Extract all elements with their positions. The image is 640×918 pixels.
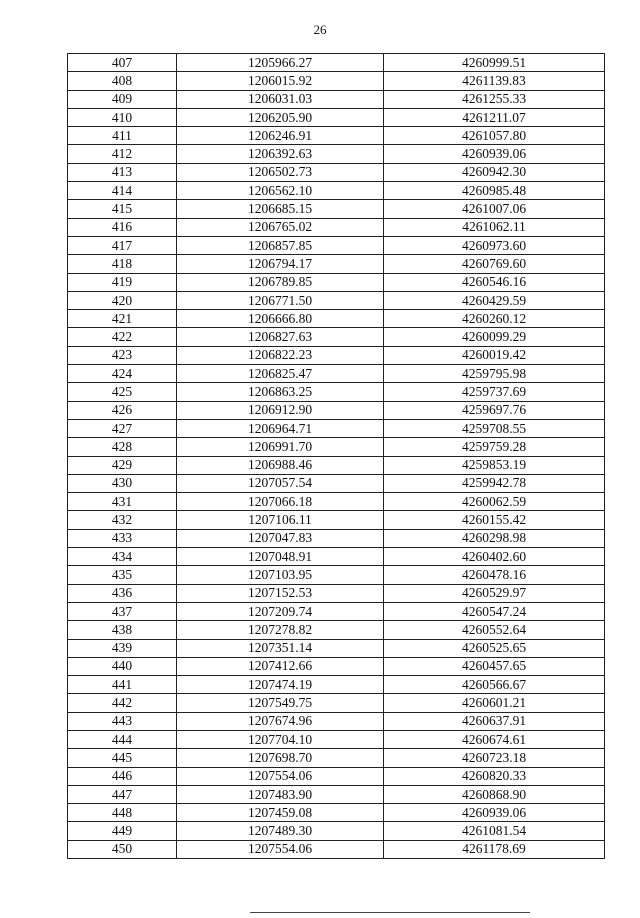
x-coordinate-cell: 1206789.85 <box>177 273 384 291</box>
table-row <box>68 255 605 273</box>
point-number-cell: 433 <box>68 529 177 547</box>
bottom-divider <box>250 912 530 913</box>
table-row <box>68 529 605 547</box>
point-number-cell: 421 <box>68 310 177 328</box>
x-coordinate-cell: 1207474.19 <box>177 676 384 694</box>
point-number-cell: 434 <box>68 548 177 566</box>
x-coordinate-cell: 1206794.17 <box>177 255 384 273</box>
point-number-cell: 443 <box>68 712 177 730</box>
table-row <box>68 72 605 90</box>
point-number-cell: 422 <box>68 328 177 346</box>
table-row <box>68 365 605 383</box>
table-row <box>68 493 605 511</box>
table-row <box>68 401 605 419</box>
point-number-cell: 415 <box>68 200 177 218</box>
point-number-cell: 417 <box>68 236 177 254</box>
y-coordinate-cell: 4260529.97 <box>384 584 605 602</box>
point-number-cell: 447 <box>68 785 177 803</box>
point-number-cell: 412 <box>68 145 177 163</box>
x-coordinate-cell: 1206964.71 <box>177 419 384 437</box>
table-row <box>68 291 605 309</box>
point-number-cell: 411 <box>68 127 177 145</box>
y-coordinate-cell: 4261007.06 <box>384 200 605 218</box>
y-coordinate-cell: 4260298.98 <box>384 529 605 547</box>
y-coordinate-cell: 4260155.42 <box>384 511 605 529</box>
x-coordinate-cell: 1207351.14 <box>177 639 384 657</box>
table-row <box>68 236 605 254</box>
point-number-cell: 429 <box>68 456 177 474</box>
table-row <box>68 419 605 437</box>
y-coordinate-cell: 4260019.42 <box>384 346 605 364</box>
table-row <box>68 621 605 639</box>
point-number-cell: 427 <box>68 419 177 437</box>
x-coordinate-cell: 1206392.63 <box>177 145 384 163</box>
y-coordinate-cell: 4260674.61 <box>384 730 605 748</box>
y-coordinate-cell: 4260478.16 <box>384 566 605 584</box>
y-coordinate-cell: 4260939.06 <box>384 804 605 822</box>
table-row <box>68 218 605 236</box>
point-number-cell: 409 <box>68 90 177 108</box>
table-row <box>68 108 605 126</box>
y-coordinate-cell: 4259697.76 <box>384 401 605 419</box>
x-coordinate-cell: 1206822.23 <box>177 346 384 364</box>
table-row <box>68 90 605 108</box>
point-number-cell: 424 <box>68 365 177 383</box>
table-row <box>68 749 605 767</box>
table-row <box>68 145 605 163</box>
table-row <box>68 730 605 748</box>
point-number-cell: 416 <box>68 218 177 236</box>
y-coordinate-cell: 4260552.64 <box>384 621 605 639</box>
table-row <box>68 712 605 730</box>
table-row <box>68 200 605 218</box>
table-row <box>68 273 605 291</box>
y-coordinate-cell: 4259853.19 <box>384 456 605 474</box>
y-coordinate-cell: 4260820.33 <box>384 767 605 785</box>
x-coordinate-cell: 1206666.80 <box>177 310 384 328</box>
table-row <box>68 182 605 200</box>
x-coordinate-cell: 1206765.02 <box>177 218 384 236</box>
y-coordinate-cell: 4259737.69 <box>384 383 605 401</box>
y-coordinate-cell: 4260099.29 <box>384 328 605 346</box>
x-coordinate-cell: 1207278.82 <box>177 621 384 639</box>
x-coordinate-cell: 1207103.95 <box>177 566 384 584</box>
point-number-cell: 413 <box>68 163 177 181</box>
table-row <box>68 456 605 474</box>
x-coordinate-cell: 1206685.15 <box>177 200 384 218</box>
x-coordinate-cell: 1206857.85 <box>177 236 384 254</box>
point-number-cell: 414 <box>68 182 177 200</box>
table-row <box>68 54 605 72</box>
table-row <box>68 328 605 346</box>
x-coordinate-cell: 1207704.10 <box>177 730 384 748</box>
y-coordinate-cell: 4261211.07 <box>384 108 605 126</box>
point-number-cell: 448 <box>68 804 177 822</box>
point-number-cell: 408 <box>68 72 177 90</box>
y-coordinate-cell: 4260547.24 <box>384 602 605 620</box>
point-number-cell: 423 <box>68 346 177 364</box>
x-coordinate-cell: 1206912.90 <box>177 401 384 419</box>
table-row <box>68 584 605 602</box>
y-coordinate-cell: 4260402.60 <box>384 548 605 566</box>
x-coordinate-cell: 1207152.53 <box>177 584 384 602</box>
point-number-cell: 441 <box>68 676 177 694</box>
y-coordinate-cell: 4261139.83 <box>384 72 605 90</box>
x-coordinate-cell: 1207047.83 <box>177 529 384 547</box>
page-number: 26 <box>313 22 327 37</box>
y-coordinate-cell: 4260566.67 <box>384 676 605 694</box>
x-coordinate-cell: 1206205.90 <box>177 108 384 126</box>
y-coordinate-cell: 4260525.65 <box>384 639 605 657</box>
x-coordinate-cell: 1206988.46 <box>177 456 384 474</box>
table-row <box>68 822 605 840</box>
table-row <box>68 676 605 694</box>
table-row <box>68 310 605 328</box>
y-coordinate-cell: 4259942.78 <box>384 474 605 492</box>
table-row <box>68 163 605 181</box>
y-coordinate-cell: 4260637.91 <box>384 712 605 730</box>
x-coordinate-cell: 1206015.92 <box>177 72 384 90</box>
x-coordinate-cell: 1206562.10 <box>177 182 384 200</box>
point-number-cell: 436 <box>68 584 177 602</box>
table-row <box>68 785 605 803</box>
table-row <box>68 602 605 620</box>
y-coordinate-cell: 4261057.80 <box>384 127 605 145</box>
table-row <box>68 346 605 364</box>
table-row <box>68 657 605 675</box>
point-number-cell: 419 <box>68 273 177 291</box>
point-number-cell: 428 <box>68 438 177 456</box>
y-coordinate-cell: 4259795.98 <box>384 365 605 383</box>
point-number-cell: 420 <box>68 291 177 309</box>
x-coordinate-cell: 1206246.91 <box>177 127 384 145</box>
y-coordinate-cell: 4260985.48 <box>384 182 605 200</box>
y-coordinate-cell: 4260546.16 <box>384 273 605 291</box>
x-coordinate-cell: 1206031.03 <box>177 90 384 108</box>
y-coordinate-cell: 4260769.60 <box>384 255 605 273</box>
y-coordinate-cell: 4259708.55 <box>384 419 605 437</box>
x-coordinate-cell: 1207698.70 <box>177 749 384 767</box>
x-coordinate-cell: 1207554.06 <box>177 840 384 858</box>
x-coordinate-cell: 1206863.25 <box>177 383 384 401</box>
y-coordinate-cell: 4260723.18 <box>384 749 605 767</box>
y-coordinate-cell: 4260973.60 <box>384 236 605 254</box>
point-number-cell: 407 <box>68 54 177 72</box>
table-row <box>68 639 605 657</box>
y-coordinate-cell: 4261255.33 <box>384 90 605 108</box>
x-coordinate-cell: 1207106.11 <box>177 511 384 529</box>
x-coordinate-cell: 1207066.18 <box>177 493 384 511</box>
x-coordinate-cell: 1206502.73 <box>177 163 384 181</box>
x-coordinate-cell: 1207483.90 <box>177 785 384 803</box>
table-row <box>68 127 605 145</box>
coordinates-table <box>67 53 605 859</box>
x-coordinate-cell: 1207549.75 <box>177 694 384 712</box>
table-row <box>68 511 605 529</box>
table-row <box>68 548 605 566</box>
table-row <box>68 840 605 858</box>
point-number-cell: 432 <box>68 511 177 529</box>
y-coordinate-cell: 4261081.54 <box>384 822 605 840</box>
y-coordinate-cell: 4260601.21 <box>384 694 605 712</box>
point-number-cell: 439 <box>68 639 177 657</box>
point-number-cell: 410 <box>68 108 177 126</box>
table-row <box>68 474 605 492</box>
y-coordinate-cell: 4260942.30 <box>384 163 605 181</box>
point-number-cell: 430 <box>68 474 177 492</box>
point-number-cell: 450 <box>68 840 177 858</box>
point-number-cell: 431 <box>68 493 177 511</box>
x-coordinate-cell: 1205966.27 <box>177 54 384 72</box>
y-coordinate-cell: 4260062.59 <box>384 493 605 511</box>
table-row <box>68 767 605 785</box>
y-coordinate-cell: 4260260.12 <box>384 310 605 328</box>
x-coordinate-cell: 1206991.70 <box>177 438 384 456</box>
point-number-cell: 444 <box>68 730 177 748</box>
point-number-cell: 426 <box>68 401 177 419</box>
table-row <box>68 383 605 401</box>
y-coordinate-cell: 4260939.06 <box>384 145 605 163</box>
point-number-cell: 446 <box>68 767 177 785</box>
point-number-cell: 437 <box>68 602 177 620</box>
x-coordinate-cell: 1207209.74 <box>177 602 384 620</box>
y-coordinate-cell: 4261062.11 <box>384 218 605 236</box>
table-row <box>68 804 605 822</box>
point-number-cell: 445 <box>68 749 177 767</box>
x-coordinate-cell: 1207554.06 <box>177 767 384 785</box>
y-coordinate-cell: 4261178.69 <box>384 840 605 858</box>
x-coordinate-cell: 1206771.50 <box>177 291 384 309</box>
y-coordinate-cell: 4260868.90 <box>384 785 605 803</box>
y-coordinate-cell: 4260457.65 <box>384 657 605 675</box>
point-number-cell: 438 <box>68 621 177 639</box>
x-coordinate-cell: 1206825.47 <box>177 365 384 383</box>
x-coordinate-cell: 1207412.66 <box>177 657 384 675</box>
point-number-cell: 418 <box>68 255 177 273</box>
point-number-cell: 435 <box>68 566 177 584</box>
y-coordinate-cell: 4260429.59 <box>384 291 605 309</box>
x-coordinate-cell: 1206827.63 <box>177 328 384 346</box>
point-number-cell: 449 <box>68 822 177 840</box>
table-row <box>68 438 605 456</box>
y-coordinate-cell: 4259759.28 <box>384 438 605 456</box>
x-coordinate-cell: 1207459.08 <box>177 804 384 822</box>
coordinates-table-body <box>68 54 605 859</box>
x-coordinate-cell: 1207057.54 <box>177 474 384 492</box>
x-coordinate-cell: 1207489.30 <box>177 822 384 840</box>
x-coordinate-cell: 1207674.96 <box>177 712 384 730</box>
point-number-cell: 442 <box>68 694 177 712</box>
table-row <box>68 566 605 584</box>
point-number-cell: 425 <box>68 383 177 401</box>
x-coordinate-cell: 1207048.91 <box>177 548 384 566</box>
point-number-cell: 440 <box>68 657 177 675</box>
table-row <box>68 694 605 712</box>
y-coordinate-cell: 4260999.51 <box>384 54 605 72</box>
